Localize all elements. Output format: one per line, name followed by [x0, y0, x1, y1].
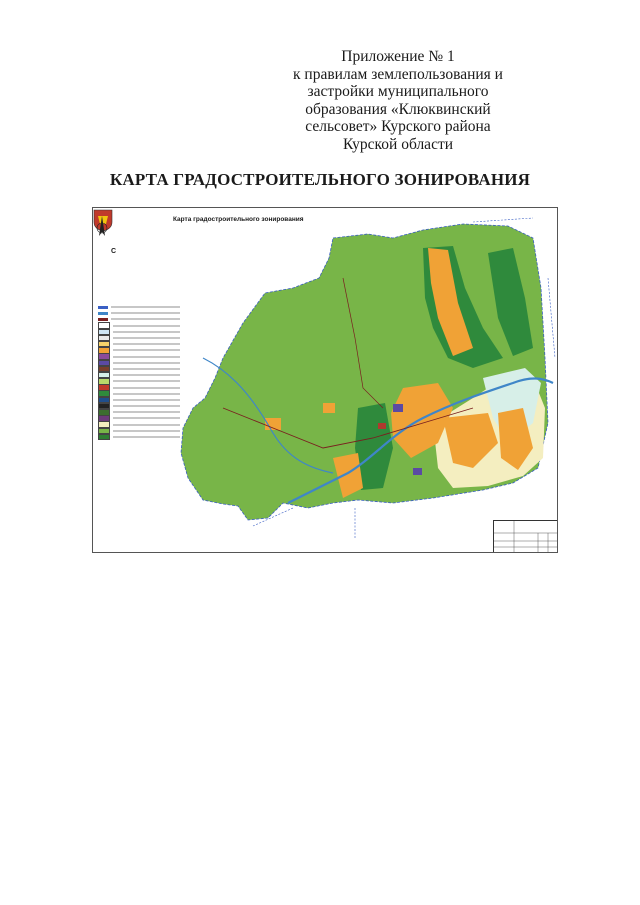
stamp-grid: [494, 521, 558, 553]
legend-text-bar: [113, 374, 180, 376]
legend-swatch: [98, 306, 108, 309]
legend-swatch: [98, 312, 108, 315]
appendix-line: Приложение № 1: [341, 48, 455, 65]
residential-zone: [323, 403, 335, 413]
legend-text-bar: [113, 436, 180, 438]
zoning-map[interactable]: [92, 207, 558, 553]
legend-text-bar: [113, 399, 180, 401]
legend-text-bar: [113, 362, 180, 364]
legend-swatch: [98, 318, 108, 321]
map-legend: [98, 304, 180, 440]
legend-text-bar: [113, 393, 180, 395]
legend-text-bar: [111, 318, 180, 320]
legend-text-bar: [113, 380, 180, 382]
title-block-stamp: [493, 520, 558, 553]
legend-text-bar: [113, 325, 180, 327]
legend-text-bar: [113, 424, 180, 426]
appendix-block: [248, 48, 548, 153]
legend-text-bar: [113, 417, 180, 419]
legend-text-bar: [113, 387, 180, 389]
legend-text-bar: [111, 306, 180, 308]
industrial-zone: [413, 468, 422, 475]
north-label: С: [111, 248, 117, 255]
legend-row: [98, 434, 180, 440]
industrial-zone: [393, 404, 403, 412]
legend-text-bar: [113, 356, 180, 358]
map-heading: Карта градостроительного зонирования: [173, 216, 304, 223]
north-arrow-icon: [93, 208, 111, 240]
industrial-zone: [378, 423, 386, 429]
legend-text-bar: [113, 368, 180, 370]
page-title: КАРТА ГРАДОСТРОИТЕЛЬНОГО ЗОНИРОВАНИЯ: [109, 170, 531, 189]
legend-text-bar: [113, 411, 180, 413]
legend-text-bar: [113, 337, 180, 339]
appendix-line: Курской области: [342, 135, 454, 153]
legend-text-bar: [113, 430, 180, 432]
appendix-line: застройки муниципального: [307, 83, 489, 100]
legend-text-bar: [111, 312, 180, 314]
appendix-line: к правилам землепользования и: [293, 65, 503, 83]
legend-text-bar: [113, 343, 180, 345]
appendix-line: сельсовет» Курского района: [305, 118, 491, 135]
legend-text-bar: [113, 331, 180, 333]
legend-swatch: [98, 434, 110, 441]
legend-text-bar: [113, 405, 180, 407]
legend-text-bar: [113, 349, 180, 351]
appendix-line: образования «Клюквинский: [305, 100, 491, 118]
